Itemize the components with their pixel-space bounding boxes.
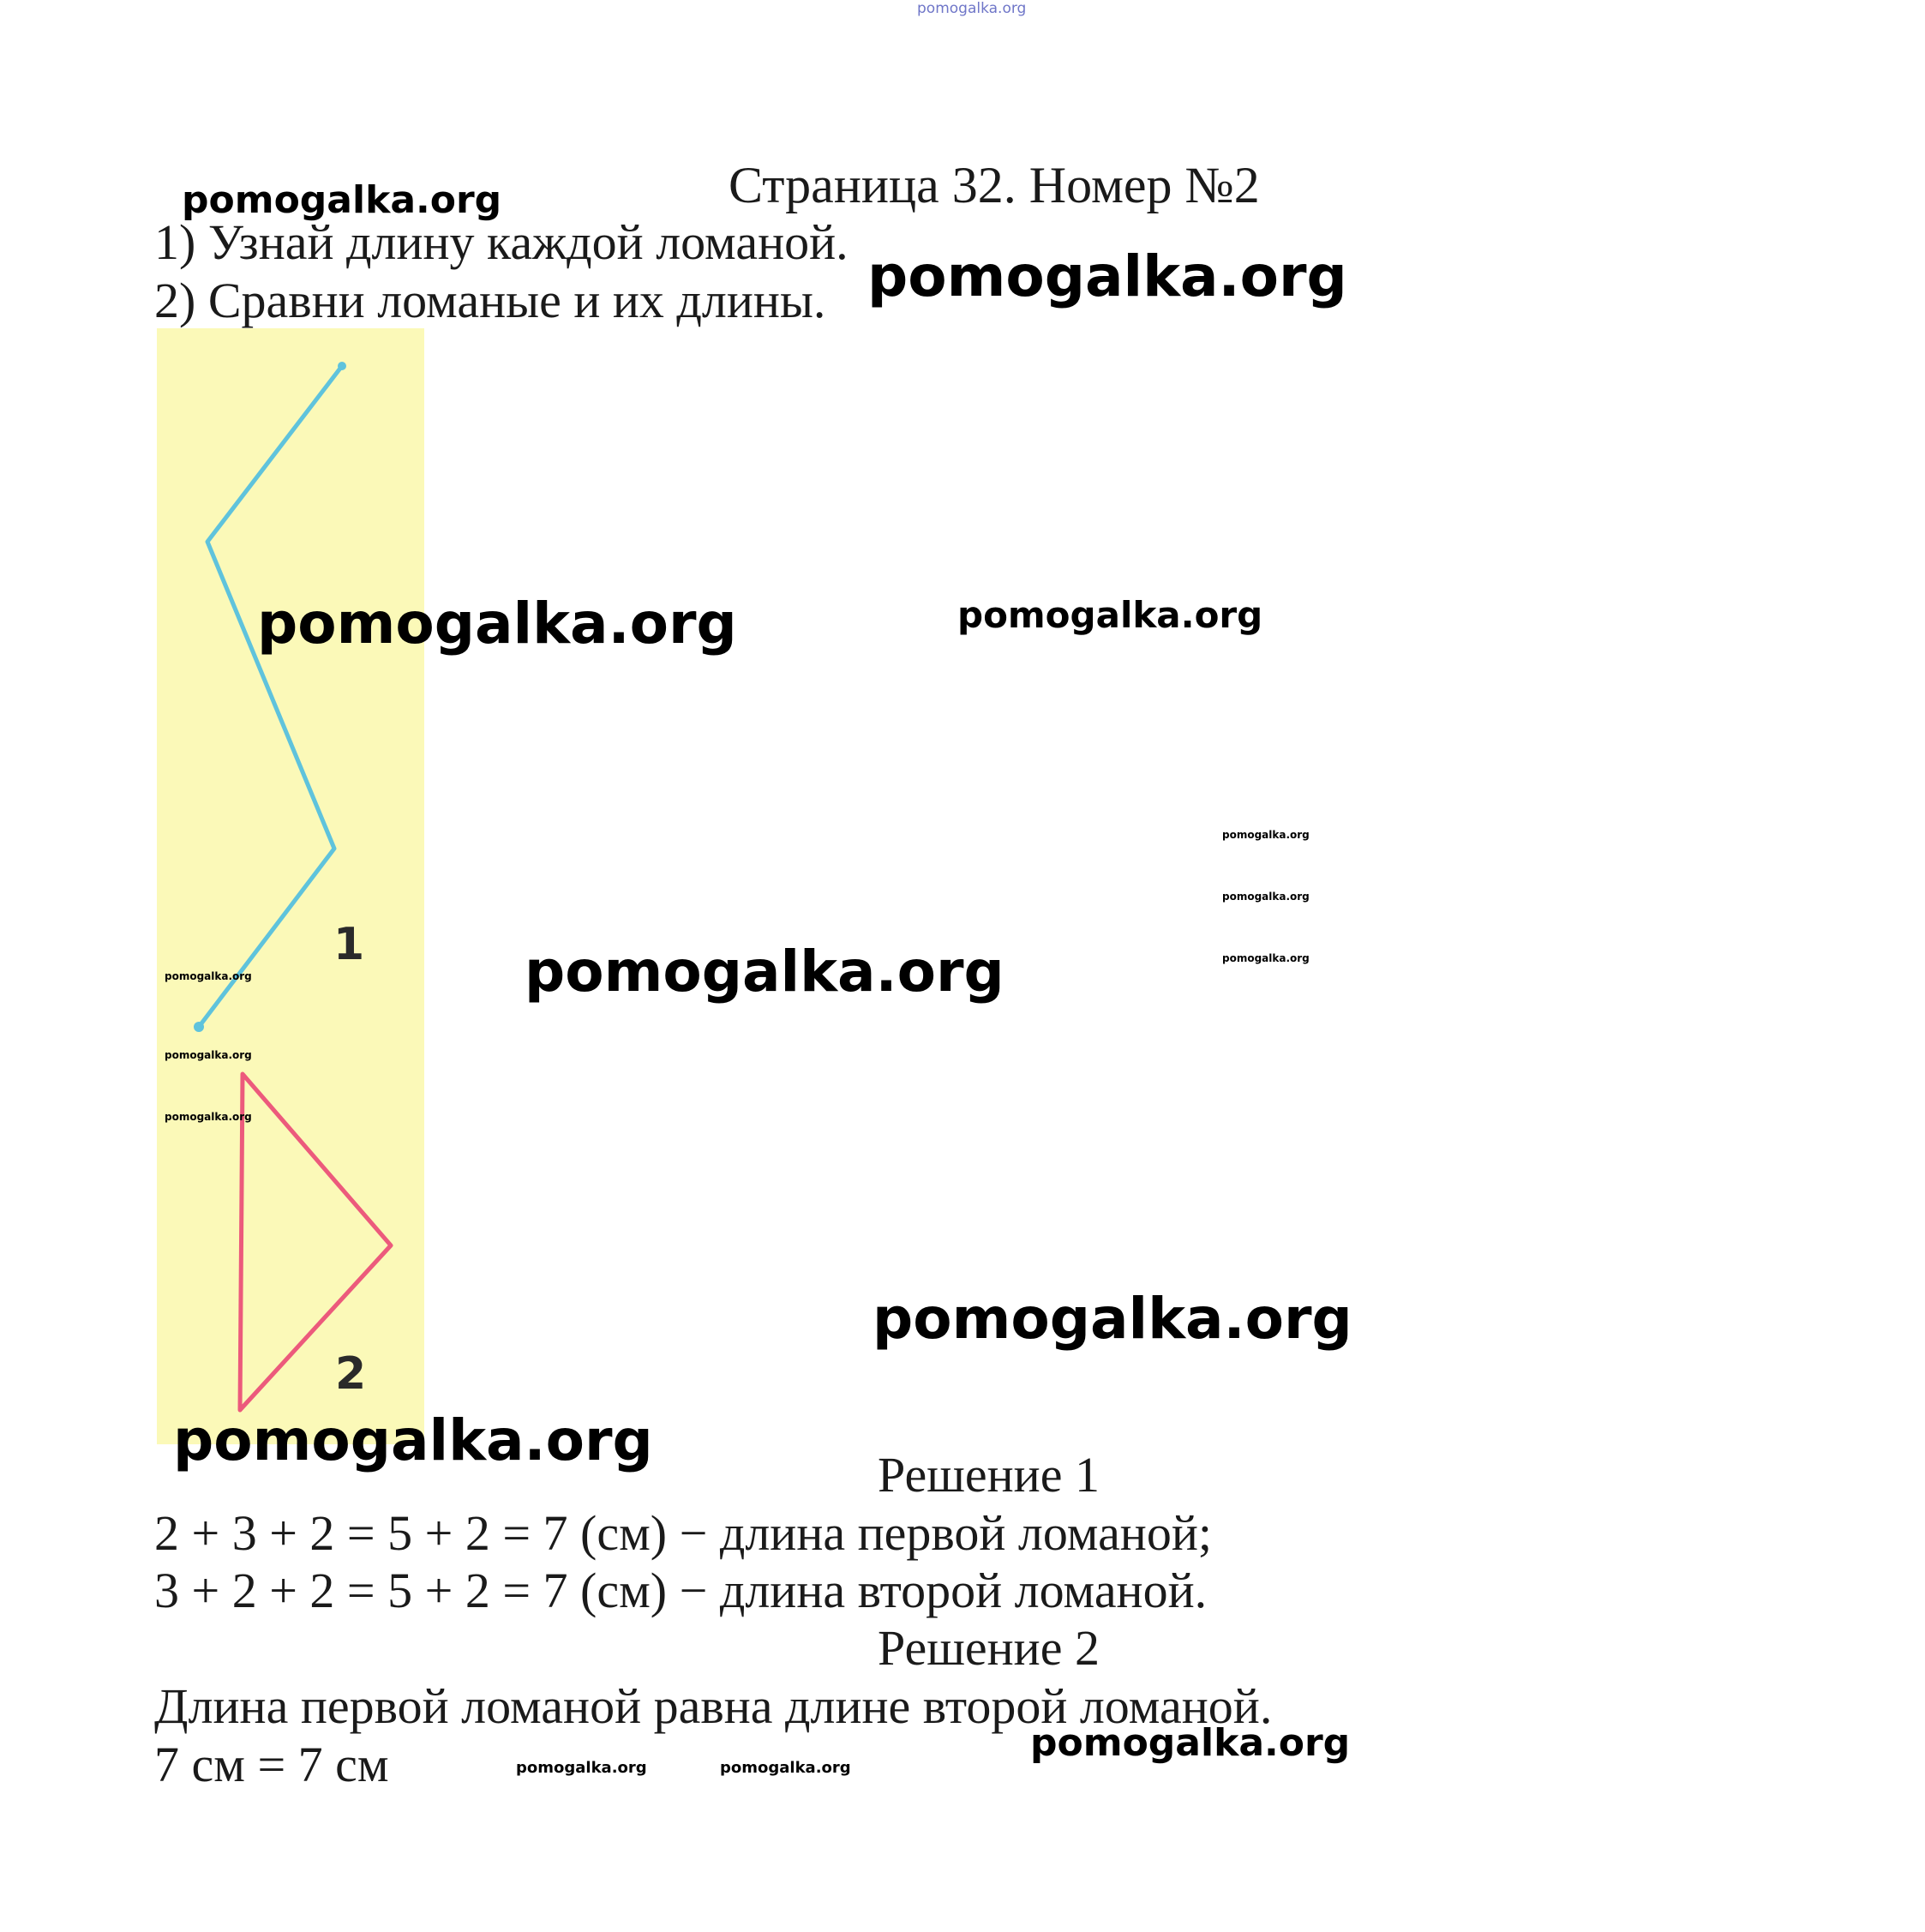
solution-2-heading: Решение 2: [878, 1620, 1100, 1676]
figure-background: [157, 328, 424, 1444]
watermark: pomogalka.org: [1222, 829, 1310, 841]
task-item-1: 1) Узнай длину каждой ломаной.: [154, 214, 849, 270]
watermark: pomogalka.org: [720, 1759, 851, 1777]
polyline-1-start-point: [338, 362, 346, 370]
solution-2-line-2: 7 см = 7 см: [154, 1737, 389, 1792]
watermark: pomogalka.org: [165, 970, 252, 982]
watermark: pomogalka.org: [957, 594, 1263, 636]
solution-1-line-1: 2 + 3 + 2 = 5 + 2 = 7 (см) − длина первой ломаной;: [154, 1505, 1213, 1561]
watermark: pomogalka.org: [1222, 891, 1310, 903]
watermark: pomogalka.org: [1222, 952, 1310, 964]
polyline-2-label: 2: [335, 1348, 367, 1400]
watermark: pomogalka.org: [182, 178, 502, 222]
polylines-figure: [157, 328, 424, 1444]
watermark: pomogalka.org: [516, 1759, 647, 1777]
solution-2-line-1: Длина первой ломаной равна длине второй ломаной.: [154, 1678, 1273, 1734]
solution-1-heading: Решение 1: [878, 1447, 1100, 1503]
watermark: pomogalka.org: [165, 1111, 252, 1123]
watermark: pomogalka.org: [525, 939, 1004, 1005]
polyline-1-end-point: [194, 1022, 204, 1032]
polylines-svg: [157, 328, 424, 1444]
polyline-1-label: 1: [333, 919, 365, 970]
watermark: pomogalka.org: [1030, 1721, 1351, 1765]
watermark: pomogalka.org: [173, 1407, 653, 1473]
watermark: pomogalka.org: [873, 1286, 1352, 1352]
watermark: pomogalka.org: [867, 243, 1347, 309]
task-item-2: 2) Сравни ломаные и их длины.: [154, 273, 826, 328]
watermark: pomogalka.org: [257, 591, 737, 657]
watermark: pomogalka.org: [917, 0, 1027, 17]
page-title: Страница 32. Номер №2: [729, 157, 1260, 213]
solution-1-line-2: 3 + 2 + 2 = 5 + 2 = 7 (см) − длина второй ломаной.: [154, 1563, 1208, 1618]
watermark: pomogalka.org: [165, 1049, 252, 1061]
